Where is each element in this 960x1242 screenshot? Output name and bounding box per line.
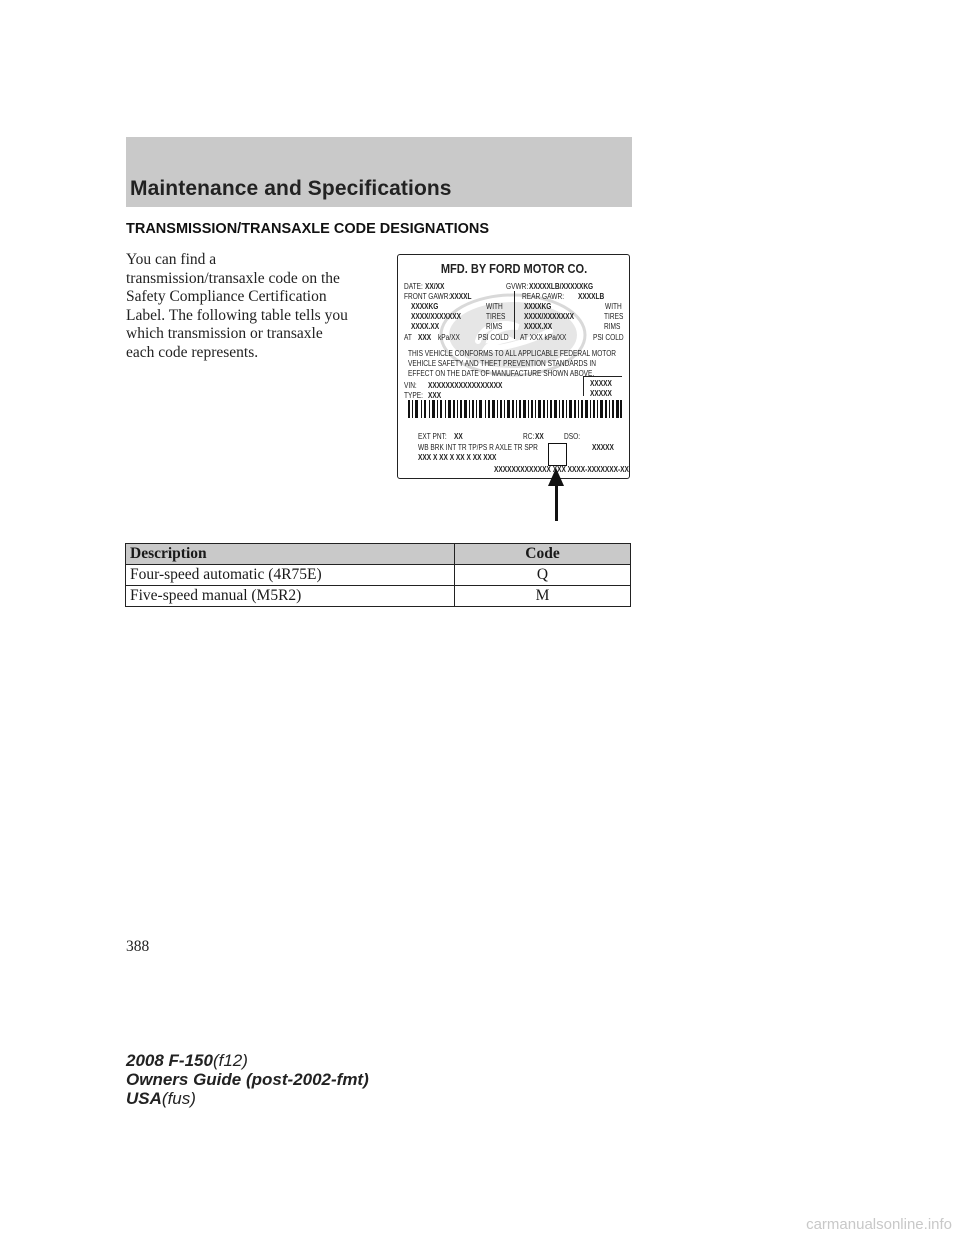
subsection-heading: TRANSMISSION/TRANSAXLE CODE DESIGNATIONS (126, 221, 490, 237)
section-title: Maintenance and Specifications (130, 177, 452, 200)
front-with: WITH (486, 302, 503, 311)
front-rims: RIMS (486, 322, 503, 331)
footer-guide: Owners Guide (post-2002-fmt) (126, 1070, 369, 1089)
front-pressure: XXX (418, 333, 432, 342)
rear-tire-size: XXXX/XXXXXXX (524, 312, 574, 321)
pointer-arrow-shaft (555, 484, 558, 521)
gvwr-value: XXXXXLB/XXXXXKG (529, 282, 594, 291)
row-code: Q (455, 565, 631, 586)
certification-label (397, 254, 630, 479)
row-description: Four-speed automatic (4R75E) (126, 565, 455, 586)
box-value: XXXXX (590, 389, 612, 398)
intro-line: which transmission or transaxle (126, 325, 323, 343)
rear-gawr-value: XXXXLB (578, 292, 605, 301)
front-gawr-value: XXXXL (450, 292, 472, 301)
row-description: Five-speed manual (M5R2) (126, 586, 455, 607)
watermark: carmanualsonline.info (806, 1216, 952, 1233)
front-tire-size: XXXX/XXXXXXX (411, 312, 461, 321)
codes-row: WB BRK INT TR TP/PS R AXLE TR SPR (418, 443, 538, 452)
ext-paint-value: XX (454, 432, 463, 441)
rear-rim-size: XXXX.XX (524, 322, 553, 331)
dso-label: DSO: (564, 432, 581, 441)
rear-tires: TIRES (604, 312, 624, 321)
type-label: TYPE: (404, 391, 423, 400)
compliance-line: EFFECT ON THE DATE OF MANUFACTURE SHOWN ABOVE. (408, 369, 595, 378)
row-code: M (455, 586, 631, 607)
codes-extra: XXXXX (592, 443, 614, 452)
front-kg: XXXXKG (411, 302, 439, 311)
intro-line: Safety Compliance Certification (126, 288, 327, 306)
footer-model-code: (f12) (212, 1051, 248, 1070)
rear-gawr-label: REAR GAWR: (522, 292, 565, 301)
compliance-line: THIS VEHICLE CONFORMS TO ALL APPLICABLE FEDERAL MOTOR (408, 349, 617, 358)
page-number: 388 (126, 938, 150, 955)
label-bottom-line: XXXXXXXXXXXXX XXX XXXX-XXXXXXX-XX (494, 465, 629, 474)
footer-model: 2008 F-150 (126, 1051, 213, 1070)
barcode (408, 400, 622, 418)
front-kpa: kPa/XX (438, 333, 460, 342)
document-footer (126, 1051, 369, 1108)
vin-label: VIN: (404, 381, 417, 390)
date-label: DATE: (404, 282, 423, 291)
codes-values: XXX X XX X XX X XX XXX (418, 453, 497, 462)
gvwr-label: GVWR: (506, 282, 529, 291)
transmission-code-highlight (548, 443, 567, 466)
front-at: AT (404, 333, 412, 342)
front-gawr-label: FRONT GAWR: (404, 292, 451, 301)
front-psi-cold: PSI COLD (478, 333, 509, 342)
intro-line: transmission/transaxle code on the (126, 269, 340, 287)
rear-pressure: AT XXX kPa/XX (520, 333, 567, 342)
front-rim-size: XXXX.XX (411, 322, 440, 331)
rc-value: XX (535, 432, 544, 441)
certification-label-figure (397, 254, 629, 478)
footer-market-code: (fus) (161, 1089, 196, 1108)
intro-paragraph (126, 251, 381, 363)
ext-paint-label: EXT PNT: (418, 432, 447, 441)
front-tires: TIRES (486, 312, 506, 321)
table-row (126, 565, 631, 586)
vin-value: XXXXXXXXXXXXXXXXX (428, 381, 503, 390)
rear-kg: XXXXKG (524, 302, 552, 311)
table-header-row (126, 544, 631, 565)
label-title: MFD. BY FORD MOTOR CO. (440, 261, 588, 276)
rc-label: RC: (523, 432, 535, 441)
table-row (126, 586, 631, 607)
rear-rims: RIMS (604, 322, 621, 331)
column-header-description: Description (126, 544, 455, 565)
rear-psi-cold: PSI COLD (593, 333, 624, 342)
column-header-code: Code (455, 544, 631, 565)
rear-with: WITH (605, 302, 622, 311)
box-value: XXXXX (590, 379, 612, 388)
footer-market: USA (126, 1089, 162, 1108)
intro-line: each code represents. (126, 343, 259, 361)
intro-line: Label. The following table tells you (126, 306, 348, 324)
transmission-code-table (125, 543, 631, 607)
date-value: XX/XX (425, 282, 445, 291)
intro-line: You can find a (126, 251, 217, 268)
type-value: XXX (428, 391, 442, 400)
compliance-line: VEHICLE SAFETY AND THEFT PREVENTION STANDARDS IN (408, 359, 596, 368)
